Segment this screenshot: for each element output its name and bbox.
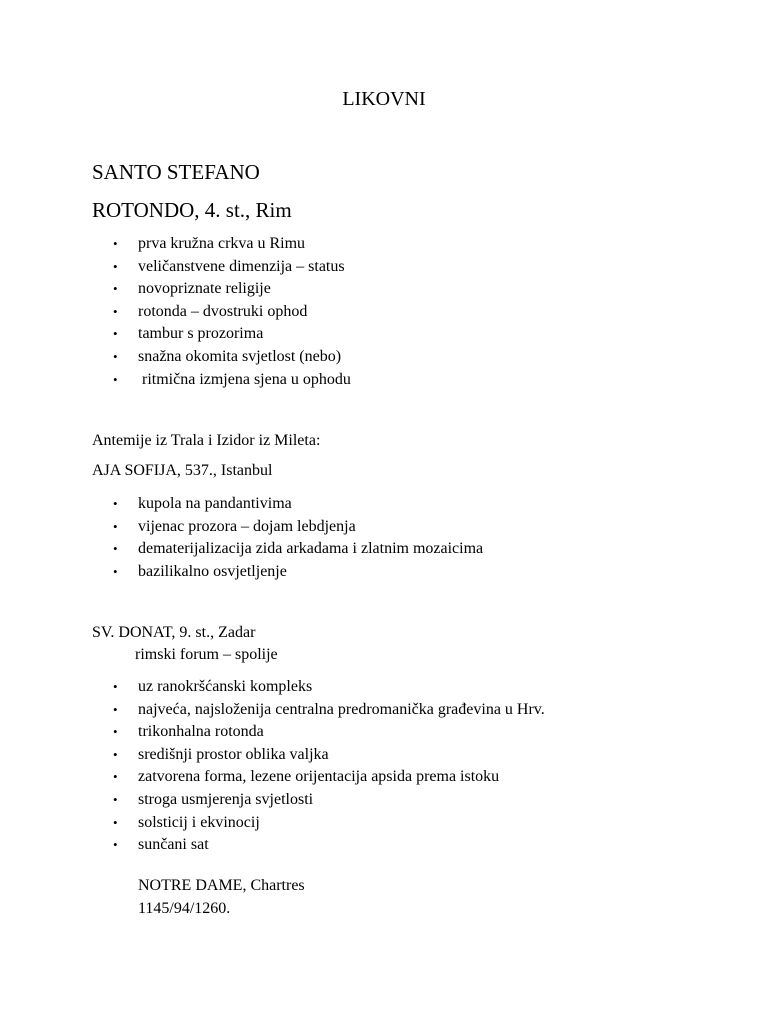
- list-item: [0, 766, 545, 789]
- list-item-text: snažna okomita svjetlost (nebo): [138, 347, 342, 365]
- bullet-icon: •: [113, 541, 118, 557]
- list-item-text: prva kružna crkva u Rimu: [138, 235, 306, 252]
- list-item: [0, 744, 545, 767]
- section-heading-notre-dame: NOTRE DAME, Chartres: [138, 877, 305, 894]
- architects-line: Antemije iz Trala i Izidor iz Mileta:: [92, 432, 321, 449]
- list-item: [0, 789, 545, 812]
- list-item-text: trikonhalna rotonda: [138, 723, 264, 741]
- list-item-text: stroga usmjerenja svjetlosti: [138, 790, 314, 808]
- bullet-icon: •: [113, 837, 118, 853]
- list-item: [0, 323, 351, 346]
- list-item-text: zatvorena forma, lezene orijentacija apsida prema istoku: [138, 768, 500, 786]
- list-item: [0, 538, 483, 561]
- section-heading-santo-stefano: SANTO STEFANO: [92, 160, 260, 184]
- bullet-list-santo-stefano: [0, 233, 351, 391]
- bullet-icon: •: [113, 258, 118, 274]
- bullet-icon: •: [113, 679, 118, 694]
- list-item: [0, 721, 545, 744]
- list-item: [0, 233, 351, 256]
- page-title: LIKOVNI: [342, 88, 426, 110]
- bullet-icon: •: [113, 348, 118, 364]
- bullet-icon: •: [113, 746, 118, 762]
- list-item-text: sunčani sat: [138, 836, 209, 854]
- bullet-icon: •: [113, 281, 118, 297]
- section-heading-aja-sofija: AJA SOFIJA, 537., Istanbul: [92, 462, 273, 479]
- bullet-icon: •: [113, 563, 118, 579]
- list-item: [0, 676, 545, 699]
- section-subheading-spolije: rimski forum – spolije: [135, 646, 278, 663]
- list-item-text: najveća, najsloženija centralna predromanička građevina u Hrv.: [138, 700, 545, 718]
- list-item-text: rotonda – dvostruki ophod: [138, 302, 308, 320]
- list-item: [0, 834, 545, 857]
- bullet-icon: •: [113, 326, 118, 342]
- notre-dame-dates: 1145/94/1260.: [138, 900, 231, 917]
- bullet-icon: •: [113, 724, 118, 740]
- list-item: [0, 516, 483, 539]
- list-item-text: novopriznate religije: [138, 280, 271, 298]
- bullet-icon: •: [113, 303, 118, 319]
- bullet-icon: •: [113, 791, 118, 807]
- list-item-text: veličanstvene dimenzija – status: [138, 257, 345, 275]
- list-item: [0, 561, 483, 584]
- list-item-text: središnji prostor oblika valjka: [138, 745, 329, 763]
- section-heading-sv-donat: SV. DONAT, 9. st., Zadar: [92, 624, 256, 641]
- bullet-icon: •: [113, 496, 118, 511]
- bullet-icon: •: [113, 701, 118, 717]
- list-item: [0, 346, 351, 369]
- list-item-text: dematerijalizacija zida arkadama i zlatnim mozaicima: [138, 540, 484, 558]
- list-item: [0, 369, 351, 392]
- list-item: [0, 278, 351, 301]
- bullet-icon: •: [113, 814, 118, 830]
- list-item-text: uz ranokršćanski kompleks: [138, 678, 313, 695]
- section-heading-rotondo: ROTONDO, 4. st., Rim: [92, 198, 292, 222]
- list-item-text: solsticij i ekvinocij: [138, 813, 260, 831]
- bullet-list-sv-donat: [0, 676, 545, 857]
- list-item-text: vijenac prozora – dojam lebdjenja: [138, 517, 356, 535]
- list-item: [0, 256, 351, 279]
- list-item: [0, 699, 545, 722]
- list-item-text: ritmična izmjena sjena u ophodu: [138, 370, 351, 388]
- bullet-list-aja-sofija: [0, 493, 483, 583]
- list-item-text: bazilikalno osvjetljenje: [138, 562, 287, 580]
- bullet-icon: •: [113, 236, 118, 251]
- list-item-text: tambur s prozorima: [138, 325, 264, 343]
- list-item: [0, 812, 545, 835]
- bullet-icon: •: [113, 518, 118, 534]
- bullet-icon: •: [113, 371, 118, 387]
- list-item: [0, 301, 351, 324]
- list-item-text: kupola na pandantivima: [138, 495, 292, 512]
- list-item: [0, 493, 483, 516]
- bullet-icon: •: [113, 769, 118, 785]
